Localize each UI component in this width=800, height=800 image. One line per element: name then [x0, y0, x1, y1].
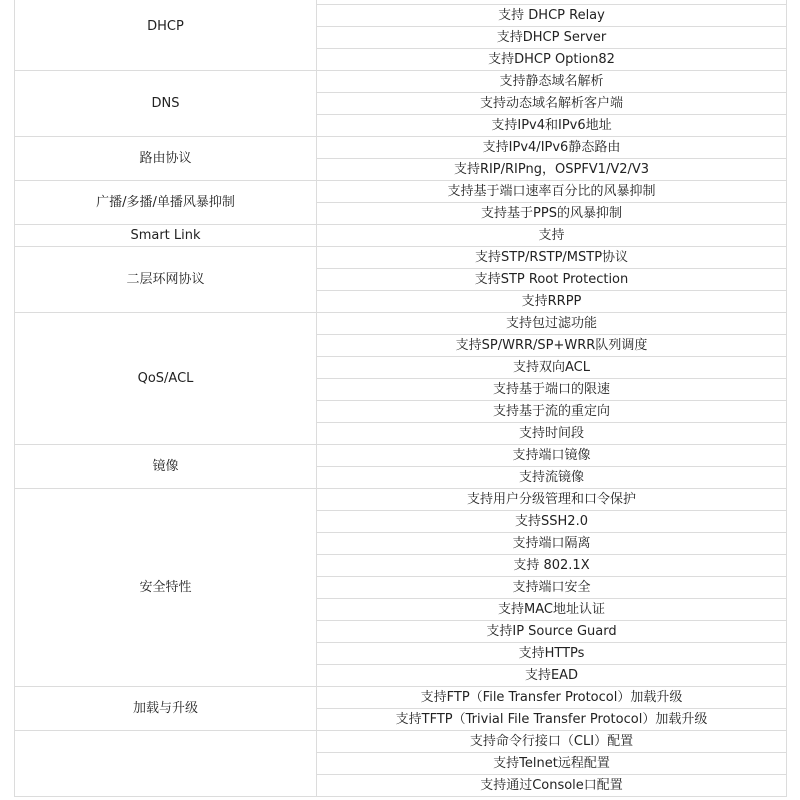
table-row: [15, 181, 787, 203]
feature-cell: 支持命令行接口（CLI）配置: [317, 731, 787, 753]
feature-cell: 支持IPv4/IPv6静态路由: [317, 137, 787, 159]
table-row: [15, 489, 787, 511]
feature-cell: 支持MAC地址认证: [317, 599, 787, 621]
feature-cell: 支持STP Root Protection: [317, 269, 787, 291]
category-cell: 路由协议: [15, 137, 317, 181]
feature-cell: 支持端口镜像: [317, 445, 787, 467]
table-row: [15, 71, 787, 93]
feature-cell: 支持 802.1X: [317, 555, 787, 577]
feature-cell: 支持STP/RSTP/MSTP协议: [317, 247, 787, 269]
category-cell: [15, 731, 317, 797]
feature-cell: 支持包过滤功能: [317, 313, 787, 335]
category-cell: 安全特性: [15, 489, 317, 687]
feature-cell: 支持流镜像: [317, 467, 787, 489]
feature-cell: 支持基于端口的限速: [317, 379, 787, 401]
feature-cell: 支持Telnet远程配置: [317, 753, 787, 775]
table-row: [15, 137, 787, 159]
category-cell: QoS/ACL: [15, 313, 317, 445]
feature-cell: 支持RRPP: [317, 291, 787, 313]
table-row: [15, 247, 787, 269]
feature-cell: 支持TFTP（Trivial File Transfer Protocol）加载升级: [317, 709, 787, 731]
feature-cell: 支持端口隔离: [317, 533, 787, 555]
category-cell: 二层环网协议: [15, 247, 317, 313]
spec-table-container: [14, 0, 786, 797]
feature-cell: 支持通过Console口配置: [317, 775, 787, 797]
category-cell: 广播/多播/单播风暴抑制: [15, 181, 317, 225]
feature-cell: 支持IP Source Guard: [317, 621, 787, 643]
feature-cell: 支持基于端口速率百分比的风暴抑制: [317, 181, 787, 203]
feature-cell: 支持DHCP Option82: [317, 49, 787, 71]
feature-cell: 支持: [317, 225, 787, 247]
table-row: [15, 225, 787, 247]
feature-cell: 支持DHCP Server: [317, 27, 787, 49]
feature-cell: 支持用户分级管理和口令保护: [317, 489, 787, 511]
feature-cell: 支持基于PPS的风暴抑制: [317, 203, 787, 225]
feature-cell: 支持EAD: [317, 665, 787, 687]
feature-cell: 支持双向ACL: [317, 357, 787, 379]
feature-cell: 支持静态域名解析: [317, 71, 787, 93]
table-row: [15, 731, 787, 753]
category-cell: Smart Link: [15, 225, 317, 247]
table-row: [15, 313, 787, 335]
feature-cell: 支持SSH2.0: [317, 511, 787, 533]
feature-cell: 支持RIP/RIPng，OSPFV1/V2/V3: [317, 159, 787, 181]
category-cell: 加载与升级: [15, 687, 317, 731]
feature-cell: 支持端口安全: [317, 577, 787, 599]
table-row: [15, 687, 787, 709]
feature-cell: 支持基于流的重定向: [317, 401, 787, 423]
feature-cell: 支持 DHCP Relay: [317, 5, 787, 27]
category-cell: DNS: [15, 71, 317, 137]
feature-cell: 支持SP/WRR/SP+WRR队列调度: [317, 335, 787, 357]
feature-cell: 支持FTP（File Transfer Protocol）加载升级: [317, 687, 787, 709]
feature-cell: 支持IPv4和IPv6地址: [317, 115, 787, 137]
table-row: [15, 445, 787, 467]
feature-cell: 支持HTTPs: [317, 643, 787, 665]
feature-cell: 支持动态域名解析客户端: [317, 93, 787, 115]
feature-cell: 支持时间段: [317, 423, 787, 445]
spec-table: [14, 0, 787, 797]
category-cell: 镜像: [15, 445, 317, 489]
spec-table-body: [15, 0, 787, 797]
category-cell: DHCP: [15, 0, 317, 71]
